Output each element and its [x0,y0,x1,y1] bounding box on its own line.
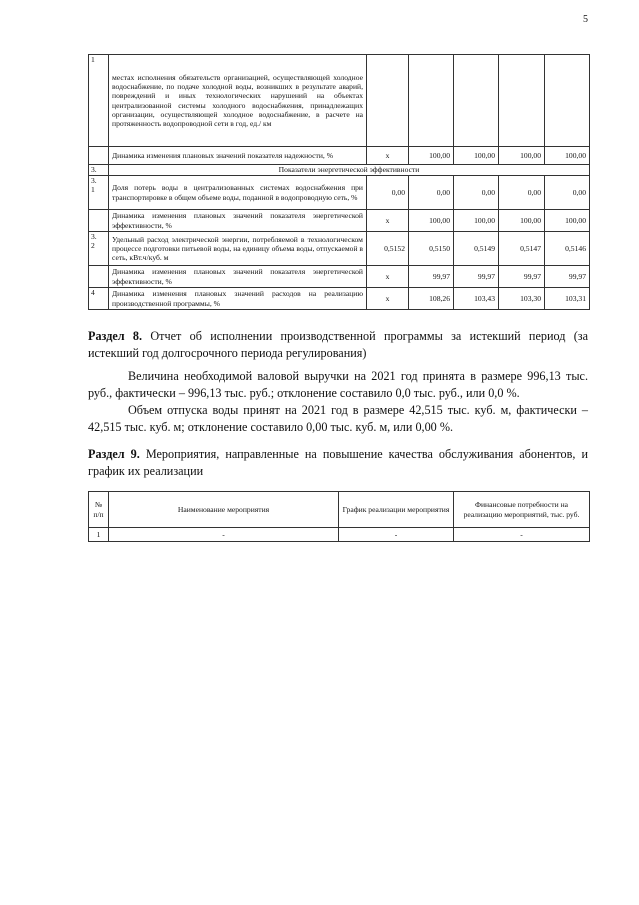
indicator-value: 103,31 [545,288,590,310]
indicator-value: 100,00 [545,147,590,165]
indicator-value: 0,00 [499,176,545,210]
indicator-value: 99,97 [409,266,454,288]
indicator-value: 100,00 [454,210,499,232]
measures-table [88,491,590,542]
indicator-name: Удельный расход электрической энергии, потребляемой в технологическом процессе подготовки питьевой воды, на единицу объема воды, отпускаемой в сеть, кВт.ч/куб. м [109,232,367,266]
indicator-value [499,55,545,147]
indicator-name: Динамика изменения плановых значений расходов на реализацию производственной программы, % [109,288,367,310]
indicator-value: 103,43 [454,288,499,310]
indicator-value: 0,5149 [454,232,499,266]
section-title: Показатели энергетической эффективности [109,165,590,176]
indicator-value: 100,00 [499,147,545,165]
indicator-value [454,55,499,147]
row-number: 3. 1 [89,176,109,210]
header-measure-name: Наименование мероприятия [109,492,339,528]
indicator-value: 0,00 [545,176,590,210]
section-8-para-volume: Объем отпуска воды принят на 2021 год в размере 42,515 тыс. куб. м, фактически – 42,515 тыс. куб. м; отклонение составило 0,00 тыс. куб. м, или 0,00 %. [88,403,588,434]
table-row [89,232,590,266]
table-row [89,55,590,147]
indicator-value: 100,00 [409,210,454,232]
indicator-value: 0,00 [409,176,454,210]
indicator-value: 0,5150 [409,232,454,266]
table-row [89,266,590,288]
indicator-value: 0,5147 [499,232,545,266]
section-8-para-revenue: Величина необходимой валовой выручки на 2021 год принята в размере 996,13 тыс. руб., фактически – 996,13 тыс. руб.; отклонение составило 0,0 тыс. руб., или 0,0 %. [88,369,588,400]
indicator-value: х [367,266,409,288]
row-number: 1 [89,55,109,147]
table-row [89,165,590,176]
page-number: 5 [583,14,588,25]
indicator-value: 100,00 [409,147,454,165]
indicator-value: х [367,288,409,310]
indicator-value: 0,5146 [545,232,590,266]
row-number [89,147,109,165]
indicator-value [367,55,409,147]
table-cell: - [454,528,590,542]
indicator-name: местах исполнения обязательств организацией, осуществляющей холодное водоснабжение, по подаче холодной воды, возникших в результате аварий, повреждений и иных технологических нарушений на объектах централизованной системы холодного водоснабжения, принадлежащих организации, осуществляющей холодное водоснабжение, в расчете на протяженность водопроводной сети в год, ед./ км [109,55,367,147]
indicator-value: 99,97 [545,266,590,288]
section-9-heading: Раздел 9. Мероприятия, направленные на повышение качества обслуживания абонентов, и график их реализации [88,447,588,478]
indicator-name: Динамика изменения плановых значений показателя энергетической эффективности, % [109,210,367,232]
indicator-value: 100,00 [499,210,545,232]
row-number: 3. [89,165,109,176]
indicator-value: х [367,210,409,232]
row-number: 3. 2 [89,232,109,266]
measures-header-row [89,492,590,528]
indicator-value: 0,5152 [367,232,409,266]
header-number: № п/п [89,492,109,528]
indicator-value: 100,00 [545,210,590,232]
indicator-value: 100,00 [454,147,499,165]
table-row [89,176,590,210]
row-number: 4 [89,288,109,310]
indicator-value: 0,00 [367,176,409,210]
table-row [89,147,590,165]
indicator-value: х [367,147,409,165]
indicators-table [88,54,590,310]
indicator-value: 103,30 [499,288,545,310]
header-schedule: График реализации мероприятия [339,492,454,528]
indicator-value: 0,00 [454,176,499,210]
row-number [89,210,109,232]
indicator-value [409,55,454,147]
indicator-value: 108,26 [409,288,454,310]
table-cell: - [339,528,454,542]
table-cell: - [109,528,339,542]
indicator-name: Доля потерь воды в централизованных системах водоснабжения при транспортировке в общем объеме воды, поданной в водопроводную сеть, % [109,176,367,210]
section-8-heading: Раздел 8. Отчет об исполнении производственной программы за истекший период (за истекший год долгосрочного периода регулирования) [88,329,588,360]
indicator-name: Динамика изменения плановых значений показателя надежности, % [109,147,367,165]
row-number [89,266,109,288]
table-row [89,210,590,232]
table-cell: 1 [89,528,109,542]
indicator-value: 99,97 [499,266,545,288]
table-row [89,288,590,310]
header-financial-needs: Финансовые потребности на реализацию мероприятий, тыс. руб. [454,492,590,528]
indicator-value: 99,97 [454,266,499,288]
indicator-value [545,55,590,147]
table-row [89,528,590,542]
indicator-name: Динамика изменения плановых значений показателя энергетической эффективности, % [109,266,367,288]
